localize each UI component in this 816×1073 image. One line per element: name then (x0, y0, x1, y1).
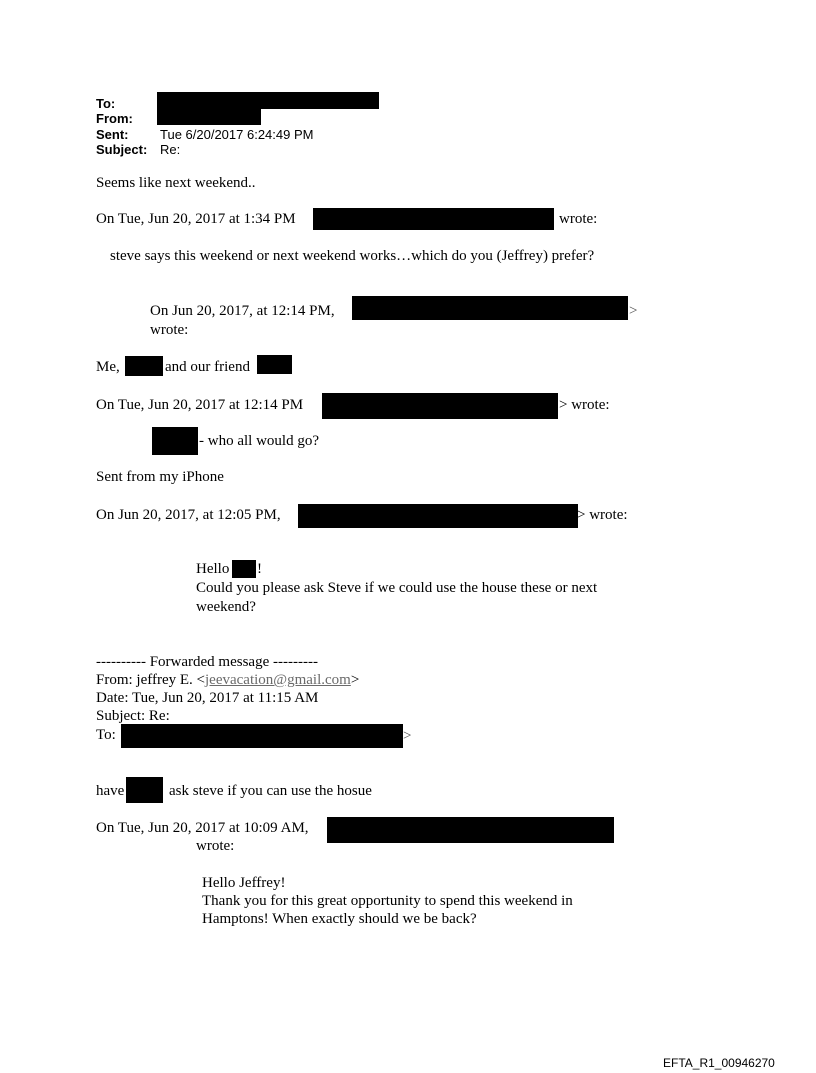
reply-line-6b: ask steve if you can use the hosue (169, 783, 372, 799)
thanks-line-1: Thank you for this great opportunity to spend this weekend in (202, 893, 573, 909)
sent-label: Sent: (96, 127, 129, 142)
forwarded-from-prefix: From: jeffrey E. < (96, 672, 205, 688)
redaction-name-3 (152, 427, 198, 455)
forwarded-header: ---------- Forwarded message --------- (96, 654, 318, 670)
redaction-q4 (298, 504, 578, 528)
quote-header-4: On Jun 20, 2017, at 12:05 PM, (96, 507, 281, 523)
redaction-name-4 (232, 560, 256, 578)
reply-line-3a: Me, (96, 359, 120, 375)
reply-line-3b: and our friend (165, 359, 250, 375)
quote-header-2: On Jun 20, 2017, at 12:14 PM, (150, 303, 335, 319)
hello-line-1: Hello (196, 561, 230, 577)
quote-header-1-wrote: wrote: (559, 211, 598, 227)
redaction-fwd-to (121, 724, 403, 748)
email-link[interactable]: jeevacation@gmail.com (205, 672, 351, 688)
reply-line-4: - who all would go? (199, 433, 319, 449)
redaction-name-1 (125, 356, 163, 376)
quote-header-2-wrote: wrote: (150, 322, 189, 338)
hello-line-2: Hello Jeffrey! (202, 875, 286, 891)
ask-line-1: Could you please ask Steve if we could use the house these or next (196, 580, 598, 596)
quote-header-4-wrote: > wrote: (577, 507, 628, 523)
ask-line-2: weekend? (196, 599, 256, 615)
to-label: To: (96, 96, 116, 111)
reply-line-2: steve says this weekend or next weekend works…which do you (Jeffrey) prefer? (110, 248, 595, 264)
forwarded-to-gt: > (403, 728, 412, 744)
quote-header-1: On Tue, Jun 20, 2017 at 1:34 PM (96, 211, 296, 227)
forwarded-to: To: (96, 727, 116, 743)
redaction-q5 (327, 817, 614, 843)
redaction-name-2 (257, 355, 292, 374)
subject-label: Subject: (96, 142, 148, 157)
redaction-q1 (313, 208, 554, 230)
reply-line-6a: have (96, 783, 125, 799)
quote-header-5-wrote: wrote: (196, 838, 235, 854)
reply-line-1: Seems like next weekend.. (96, 175, 256, 191)
forwarded-subject: Subject: Re: (96, 708, 170, 724)
quote-header-3: On Tue, Jun 20, 2017 at 12:14 PM (96, 397, 304, 413)
thanks-line-2: Hamptons! When exactly should we be back? (202, 911, 477, 927)
subject-value: Re: (160, 142, 181, 157)
redaction-q3 (322, 393, 558, 419)
forwarded-date: Date: Tue, Jun 20, 2017 at 11:15 AM (96, 690, 319, 706)
forwarded-from-suffix: > (350, 672, 360, 688)
document-id: EFTA_R1_00946270 (663, 1056, 775, 1070)
forwarded-from (96, 672, 359, 689)
redaction-name-5 (126, 777, 163, 803)
sent-value: Tue 6/20/2017 6:24:49 PM (160, 127, 314, 142)
reply-line-5: Sent from my iPhone (96, 469, 224, 485)
redaction-from (157, 109, 261, 125)
redaction-q2 (352, 296, 628, 320)
quote-header-5: On Tue, Jun 20, 2017 at 10:09 AM, (96, 820, 309, 836)
quote-header-3-wrote: > wrote: (559, 397, 610, 413)
from-label: From: (96, 111, 133, 126)
quote-header-2-gt: > (629, 303, 638, 319)
hello-line-1-end: ! (257, 561, 262, 577)
redaction-to (157, 92, 379, 109)
